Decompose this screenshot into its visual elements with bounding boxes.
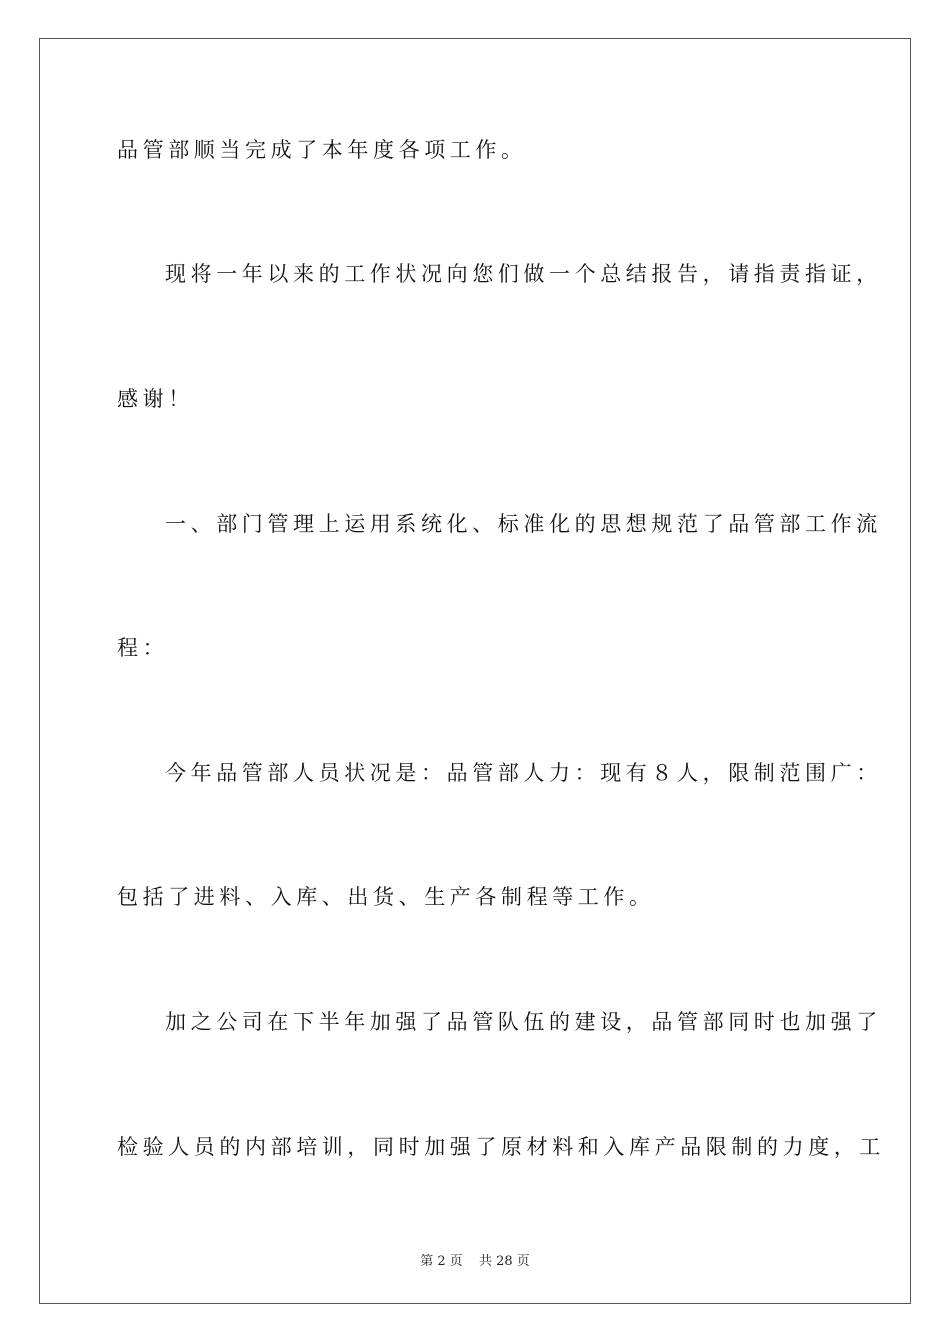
text-line-3: 感谢！ [117,387,194,411]
page-border [39,38,911,1304]
text-line-5: 程： [117,636,169,660]
text-line-8: 加之公司在下半年加强了品管队伍的建设，品管部同时也加强了 [165,1010,882,1034]
text-line-7: 包括了进料、入库、出货、生产各制程等工作。 [117,885,655,909]
text-line-6: 今年品管部人员状况是：品管部人力：现有８人，限制范围广： [165,761,882,785]
text-line-2: 现将一年以来的工作状况向您们做一个总结报告，请指责指证， [165,262,882,286]
text-line-4: 一、部门管理上运用系统化、标准化的思想规范了品管部工作流 [165,512,882,536]
text-line-1: 品管部顺当完成了本年度各项工作。 [117,138,527,162]
page-footer [0,1250,950,1269]
page-number-total: 共 28 页 [478,1254,530,1269]
text-line-9: 检验人员的内部培训，同时加强了原材料和入库产品限制的力度，工 [117,1135,885,1159]
page-number-current: 第 2 页 [420,1254,463,1269]
